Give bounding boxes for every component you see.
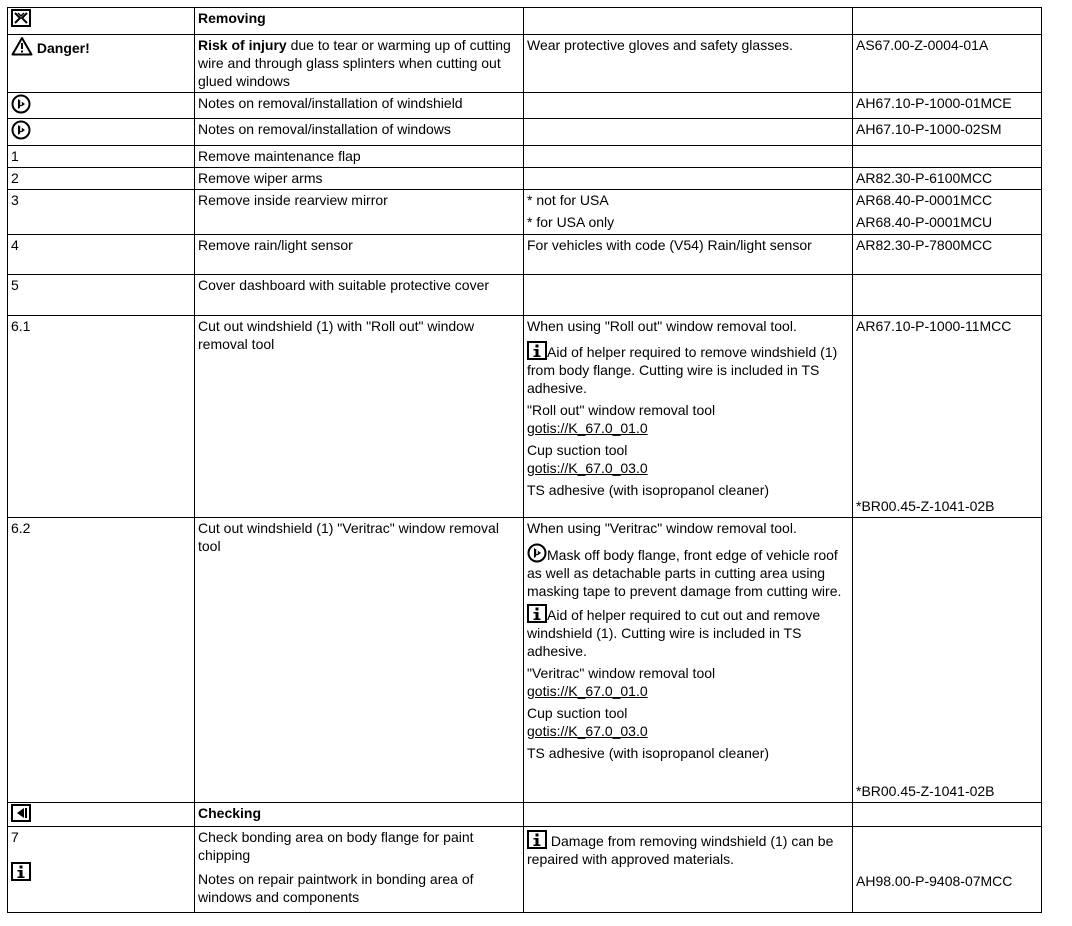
notice-icon	[527, 543, 547, 563]
step-row	[8, 518, 1042, 803]
danger-measure: Wear protective gloves and safety glasses.	[524, 35, 853, 93]
risk-text: due to tear or warming up of cutting wire and through glass splinters when cutting out glued windows	[198, 37, 511, 89]
note-ref: AH67.10-P-1000-01MCE	[853, 93, 1042, 119]
notice-icon	[11, 120, 31, 140]
adhesive-ref: *BR00.45-Z-1041-02B	[856, 498, 995, 514]
check-icon	[11, 804, 31, 822]
step-ref: AR82.30-P-6100MCC	[853, 168, 1042, 190]
step-row	[8, 146, 1042, 168]
tool-link[interactable]: gotis://K_67.0_03.0	[527, 723, 648, 739]
step-details: When using "Veritrac" window removal tool. Mask off body flange, front edge of vehicle roof as well as detachable parts in cutting area using masking tape to prevent damage from cutting wire. Aid of helper required to cut out and remove windshield (1). Cutting wire is included in TS adhesive. "Veritrac" window removal tool gotis://K_67.0_01.0 Cup suction tool gotis://K_67.0_03.0 TS adhesive (with isopropanol cleaner)	[524, 518, 853, 803]
step-note: * not for USA	[527, 192, 609, 208]
checking-header-row	[8, 803, 1042, 827]
step-text: Cover dashboard with suitable protective cover	[195, 275, 524, 316]
step-details: When using "Roll out" window removal tool. Aid of helper required to remove windshield (1) from body flange. Cutting wire is included in TS adhesive. "Roll out" window removal tool gotis://K_67.0_01.0 Cup suction tool gotis://K_67.0_03.0 TS adhesive (with isopropanol cleaner)	[524, 316, 853, 518]
risk-bold: Risk of injury	[198, 37, 287, 53]
tool-link[interactable]: gotis://K_67.0_01.0	[527, 420, 648, 436]
removing-header-row	[8, 8, 1042, 35]
step-num: 6.1	[8, 316, 195, 518]
step-text: Remove wiper arms	[195, 168, 524, 190]
procedure-table	[7, 7, 1042, 913]
step-row	[8, 190, 1042, 235]
step-ref: AR68.40-P-0001MCU	[856, 214, 993, 230]
removal-icon	[11, 9, 31, 27]
step-text: Remove inside rearview mirror	[195, 190, 524, 235]
step-num: 3	[8, 190, 195, 235]
step-row	[8, 235, 1042, 275]
step-row	[8, 275, 1042, 316]
step-note: * for USA only	[527, 214, 615, 230]
note-text: Notes on removal/installation of windows	[195, 119, 524, 146]
removing-title: Removing	[195, 8, 524, 35]
step-text: Check bonding area on body flange for paint chipping	[198, 829, 474, 863]
info-icon	[527, 341, 547, 360]
tool-link[interactable]: gotis://K_67.0_01.0	[527, 683, 648, 699]
step-ref: AR67.10-P-1000-11MCC	[856, 318, 1012, 334]
step-num: 7	[11, 829, 19, 845]
info-text: Notes on repair paintwork in bonding area of windows and components	[198, 871, 474, 905]
step-num: 5	[8, 275, 195, 316]
info-icon	[527, 604, 547, 623]
step-note: For vehicles with code (V54) Rain/light sensor	[524, 235, 853, 275]
danger-label: Danger!	[36, 40, 90, 56]
step-num: 6.2	[8, 518, 195, 803]
step-num: 4	[8, 235, 195, 275]
step-ref: AR68.40-P-0001MCC	[856, 192, 993, 208]
checking-title: Checking	[195, 803, 524, 827]
tool-link[interactable]: gotis://K_67.0_03.0	[527, 460, 648, 476]
step-note: Damage from removing windshield (1) can be repaired with approved materials.	[527, 833, 834, 867]
note-ref: AH67.10-P-1000-02SM	[853, 119, 1042, 146]
note-row	[8, 93, 1042, 119]
removing-icon-cell	[8, 8, 195, 35]
adhesive-ref: *BR00.45-Z-1041-02B	[856, 783, 995, 799]
warning-triangle-icon	[11, 36, 33, 56]
danger-row	[8, 35, 1042, 93]
step-text: Remove maintenance flap	[195, 146, 524, 168]
danger-risk	[195, 35, 524, 93]
danger-ref: AS67.00-Z-0004-01A	[853, 35, 1042, 93]
step-row	[8, 316, 1042, 518]
note-row	[8, 119, 1042, 146]
step-num: 2	[8, 168, 195, 190]
step-num: 1	[8, 146, 195, 168]
note-text: Notes on removal/installation of windshield	[195, 93, 524, 119]
notice-icon	[11, 94, 31, 114]
step-row	[8, 168, 1042, 190]
step-ref: AR82.30-P-7800MCC	[853, 235, 1042, 275]
step-text: Cut out windshield (1) "Veritrac" window removal tool	[195, 518, 524, 803]
step-ref: AH98.00-P-9408-07MCC	[856, 873, 1013, 889]
step-text: Remove rain/light sensor	[195, 235, 524, 275]
info-icon	[11, 862, 31, 881]
step-row	[8, 827, 1042, 913]
info-icon	[527, 830, 547, 849]
danger-cell	[8, 35, 195, 93]
step-text: Cut out windshield (1) with "Roll out" window removal tool	[195, 316, 524, 518]
